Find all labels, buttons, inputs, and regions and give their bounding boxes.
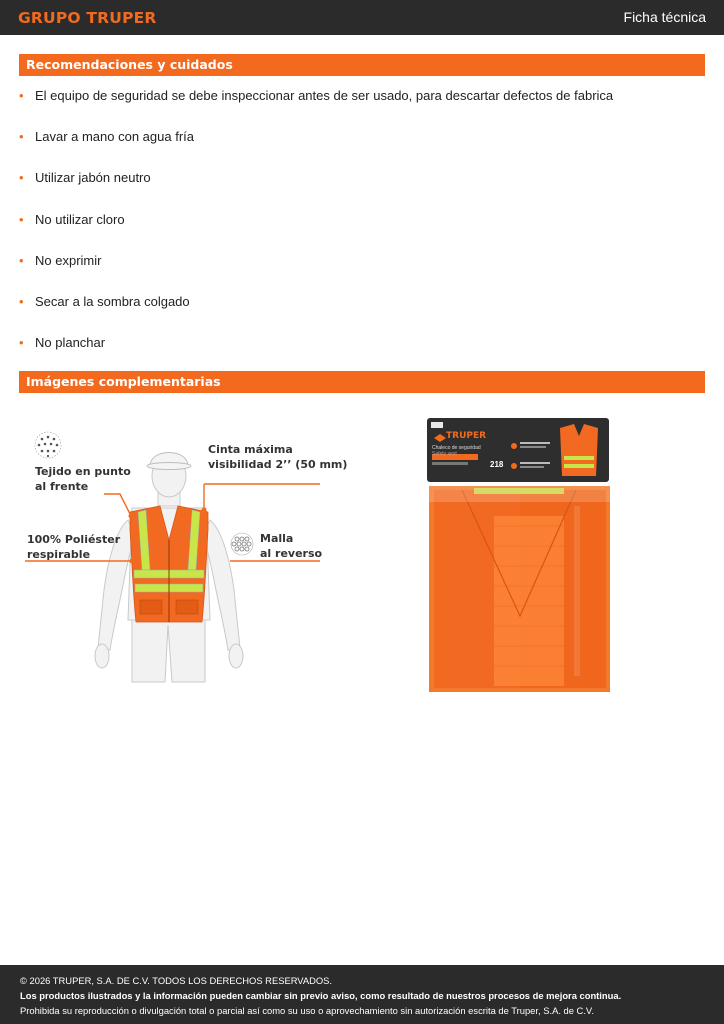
bullet-icon: • <box>19 211 24 227</box>
prohibition-text: Prohibida su reproducción o divulgación total o parcial así como su uso o aprovechamiento sin autorización escrita de Truper, S.A. de C.V. <box>20 1005 594 1016</box>
knit-front-label: Tejido en punto al frente <box>35 465 131 493</box>
list-item: • No exprimir <box>19 251 613 292</box>
vest-diagram <box>20 420 348 690</box>
bullet-icon: • <box>19 88 24 103</box>
hard-hat <box>147 453 191 470</box>
package-code: 218 <box>490 460 504 469</box>
package-illustration <box>424 416 614 698</box>
package-product-en: Safety vest <box>432 451 457 457</box>
list-item: • El equipo de seguridad se debe inspeccionar antes de ser usado, para descartar defectos de fabrica <box>19 86 613 127</box>
recommendations-section-header <box>19 54 705 76</box>
packaged-vest-photo <box>424 416 614 698</box>
mesh-back-label: Malla al reverso <box>260 532 323 560</box>
bullet-icon: • <box>19 335 24 351</box>
images-section-header <box>19 371 705 393</box>
bullet-icon: • <box>19 129 24 145</box>
brand-logo: GRUPO TRUPER <box>18 9 157 27</box>
knit-pattern-icon <box>35 432 61 458</box>
notice-text: Los productos ilustrados y la información pueden cambiar sin previo aviso, como resultado de nuestros procesos de mejora continua. <box>20 990 622 1001</box>
list-item: • Secar a la sombra colgado <box>19 292 613 333</box>
list-item: • No utilizar cloro <box>19 210 613 251</box>
top-header <box>0 0 724 35</box>
list-item: • Lavar a mano con agua fría <box>19 127 613 168</box>
page-footer <box>0 965 724 1024</box>
mesh-pattern-icon <box>231 533 253 555</box>
package-product-es: Chaleco de seguridad <box>432 445 481 451</box>
bullet-icon: • <box>19 252 24 268</box>
copyright-text: © 2026 TRUPER, S.A. DE C.V. TODOS LOS DERECHOS RESERVADOS. <box>20 975 333 986</box>
bullet-icon: • <box>19 293 24 309</box>
document-type: Ficha técnica <box>623 9 706 25</box>
images-title: Imágenes complementarias <box>26 374 221 389</box>
bullet-icon: • <box>19 170 24 186</box>
list-item: • Utilizar jabón neutro <box>19 168 613 209</box>
polyester-label: 100% Poliéster respirable <box>27 533 121 561</box>
recommendations-list <box>19 86 613 374</box>
list-item: • No planchar <box>19 333 613 374</box>
tape-label: Cinta máxima visibilidad 2’’ (50 mm) <box>208 443 348 471</box>
package-brand: TRUPER <box>446 431 487 441</box>
recommendations-title: Recomendaciones y cuidados <box>26 57 233 72</box>
